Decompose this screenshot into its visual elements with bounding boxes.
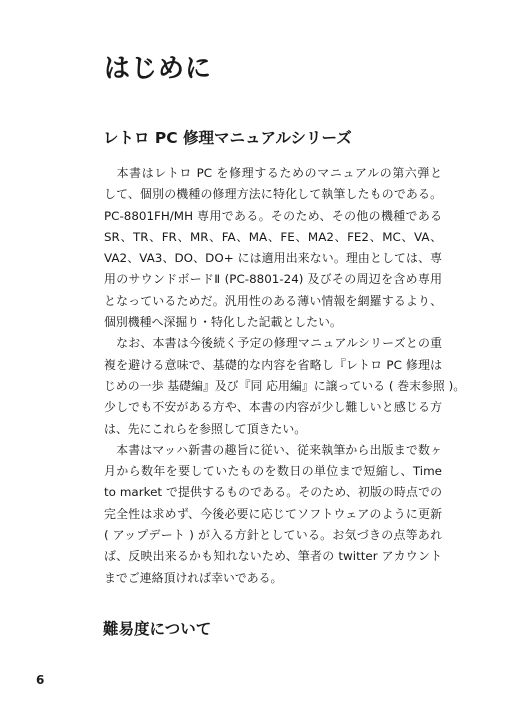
- section-heading-retro-pc-series: レトロ PC 修理マニュアルシリーズ: [103, 129, 352, 147]
- body-line: は、先にこれらを参照して頂きたい。: [104, 421, 307, 436]
- body-line: 完全性は求めず、今後必要に応じてソフトウェアのように更新: [104, 506, 442, 521]
- body-text: [104, 163, 466, 589]
- body-line: 本書はレトロ PC を修理するためのマニュアルの第六弾と: [104, 166, 442, 180]
- body-line: 月から数年を要していたものを数日の単位まで短縮し、Time: [104, 464, 442, 479]
- body-line: ば、反映出来るかも知れないため、筆者の twitter アカウント: [104, 549, 442, 564]
- body-line: to market で提供するものである。そのため、初版の時点での: [104, 485, 442, 500]
- body-line: 複を避ける意味で、基礎的な内容を省略し『レトロ PC 修理は: [104, 357, 442, 372]
- body-line: VA2、VA3、DO、DO+ には適用出来ない。理由としては、専: [104, 251, 442, 266]
- body-line: までご連絡頂ければ幸いである。: [104, 570, 283, 585]
- body-line: 本書はマッハ新書の趣旨に従い、従来執筆から出版まで数ヶ: [104, 442, 442, 457]
- page-number: 6: [36, 673, 45, 687]
- page-title: はじめに: [104, 54, 213, 84]
- body-line: 用のサウンドボードⅡ (PC-8801-24) 及びその周辺を含め専用: [104, 272, 442, 287]
- body-line: SR、TR、FR、MR、FA、MA、FE、MA2、FE2、MC、VA、: [104, 229, 442, 244]
- body-line: して、個別の機種の修理方法に特化して執筆したものである。: [104, 187, 442, 202]
- body-line: 少しでも不安がある方や、本書の内容が少し難しいと感じる方: [104, 400, 442, 415]
- body-line: となっているためだ。汎用性のある薄い情報を網羅するより、: [104, 293, 442, 308]
- body-line: じめの一歩 基礎編』及び『同 応用編』に譲っている ( 巻末参照 )。: [104, 378, 466, 393]
- body-line: PC-8801FH/MH 専用である。そのため、その他の機種である: [104, 208, 442, 223]
- body-line: 個別機種へ深掘り・特化した記載としたい。: [104, 315, 342, 330]
- body-line: なお、本書は今後続く予定の修理マニュアルシリーズとの重: [104, 336, 442, 351]
- body-line: ( アップデート ) が入る方針としている。お気づきの点等あれ: [104, 528, 442, 543]
- section-heading-difficulty: 難易度について: [103, 620, 212, 638]
